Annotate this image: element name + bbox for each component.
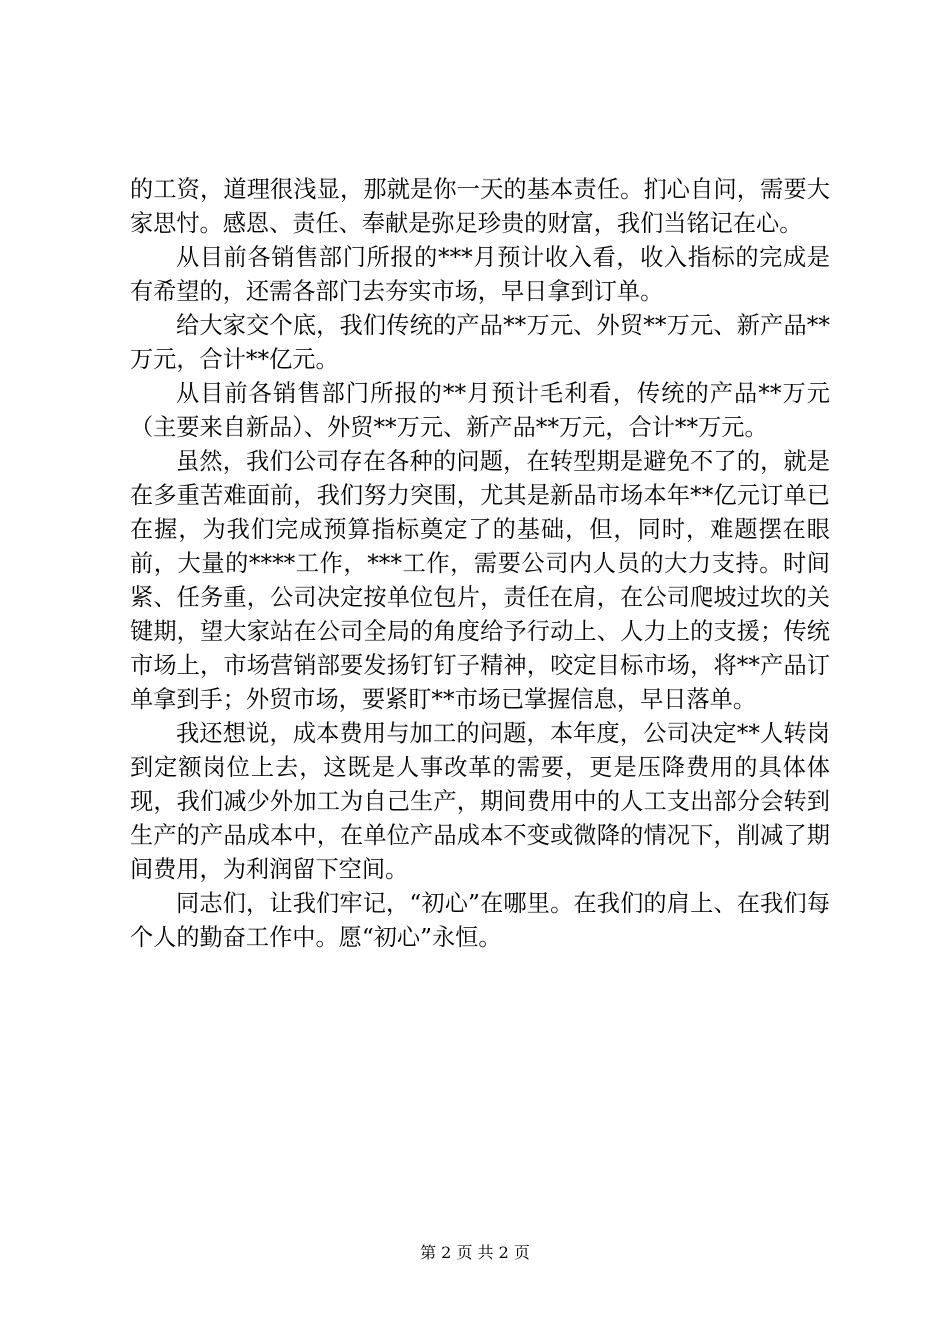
paragraph-6: 我还想说，成本费用与加工的问题，本年度，公司决定**人转岗到定额岗位上去，这既是人事改革的需要，更是压降费用的具体体现，我们减少外加工为自己生产，期间费用中的人工支出部分会转到生产的产品成本中，在单位产品成本不变或微降的情况下，削减了期间费用，为利润留下空间。 bbox=[130, 720, 830, 883]
paragraph-2: 从目前各销售部门所报的***月预计收入看，收入指标的完成是有希望的，还需各部门去夯实市场，早日拿到订单。 bbox=[130, 244, 830, 305]
paragraph-1: 的工资，道理很浅显，那就是你一天的基本责任。扪心自问，需要大家思忖。感恩、责任、奉献是弥足珍贵的财富，我们当铭记在心。 bbox=[130, 176, 830, 237]
paragraph-4: 从目前各销售部门所报的**月预计毛利看，传统的产品**万元（主要来自新品）、外贸**万元、新产品**万元，合计**万元。 bbox=[130, 380, 830, 441]
paragraph-3: 给大家交个底，我们传统的产品**万元、外贸**万元、新产品**万元，合计**亿元。 bbox=[130, 312, 830, 373]
document-body bbox=[130, 173, 830, 955]
paragraph-7: 同志们，让我们牢记，“初心”在哪里。在我们的肩上、在我们每个人的勤奋工作中。愿“初心”永恒。 bbox=[130, 890, 830, 951]
page-number-footer: 第 2 页 共 2 页 bbox=[420, 1243, 530, 1262]
paragraph-5: 虽然，我们公司存在各种的问题，在转型期是避免不了的，就是在多重苦难面前，我们努力突围，尤其是新品市场本年**亿元订单已在握，为我们完成预算指标奠定了的基础，但，同时，难题摆在眼前，大量的****工作，***工作，需要公司内人员的大力支持。时间紧、任务重，公司决定按单位包片，责任在肩，在公司爬坡过坎的关键期，望大家站在公司全局的角度给予行动上、人力上的支援；传统市场上，市场营销部要发扬钉钉子精神，咬定目标市场，将**产品订单拿到手；外贸市场，要紧盯**市场已掌握信息，早日落单。 bbox=[130, 448, 830, 713]
